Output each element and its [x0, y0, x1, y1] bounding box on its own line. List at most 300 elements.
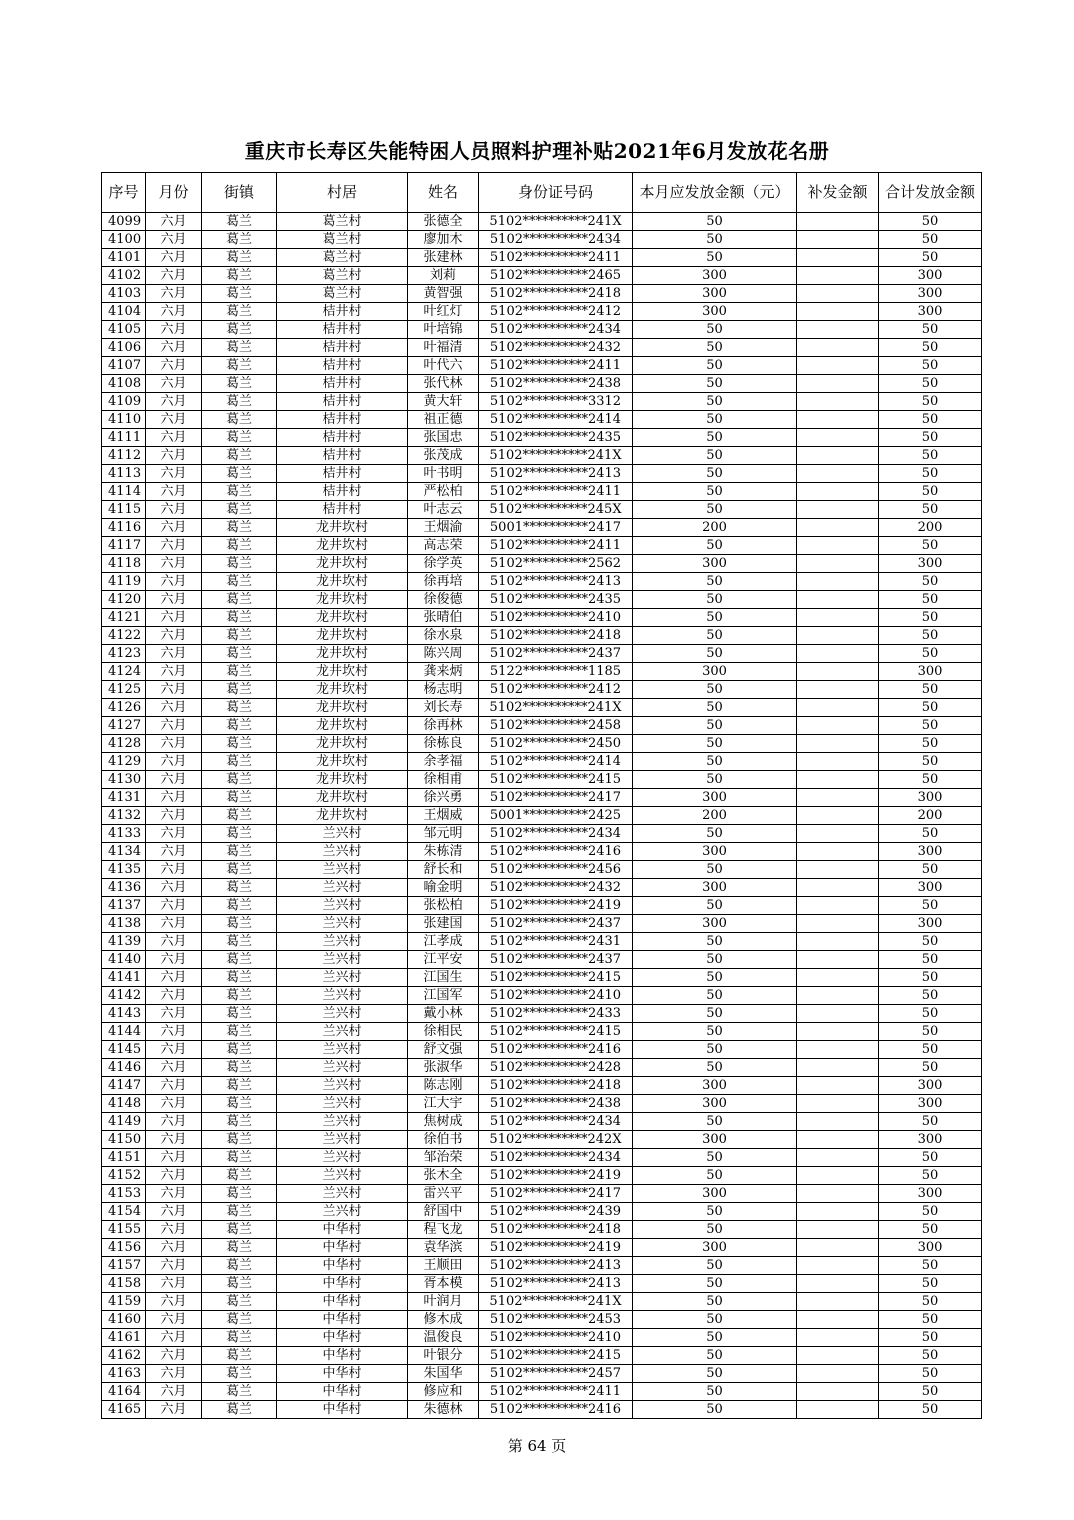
cell-name: 叶红灯 — [408, 303, 479, 321]
cell-month: 六月 — [146, 1113, 202, 1131]
cell-total-amount: 50 — [879, 717, 982, 735]
cell-supplement-amount — [797, 915, 879, 933]
cell-monthly-amount: 50 — [633, 1293, 797, 1311]
cell-total-amount: 50 — [879, 609, 982, 627]
cell-id-number: 5102**********2410 — [479, 1329, 633, 1347]
cell-id-number: 5001**********2417 — [479, 519, 633, 537]
cell-village: 中华村 — [277, 1383, 408, 1401]
cell-monthly-amount: 50 — [633, 987, 797, 1005]
col-header-index: 序号 — [102, 173, 146, 213]
cell-month: 六月 — [146, 1077, 202, 1095]
cell-village: 中华村 — [277, 1347, 408, 1365]
cell-name: 江孝成 — [408, 933, 479, 951]
cell-total-amount: 300 — [879, 1095, 982, 1113]
cell-supplement-amount — [797, 897, 879, 915]
cell-index: 4161 — [102, 1329, 146, 1347]
cell-village: 兰兴村 — [277, 843, 408, 861]
cell-index: 4126 — [102, 699, 146, 717]
cell-village: 兰兴村 — [277, 1041, 408, 1059]
cell-index: 4107 — [102, 357, 146, 375]
cell-id-number: 5102**********2437 — [479, 951, 633, 969]
table-row — [102, 393, 982, 411]
cell-town: 葛兰 — [202, 609, 277, 627]
cell-supplement-amount — [797, 1059, 879, 1077]
cell-month: 六月 — [146, 1383, 202, 1401]
cell-village: 兰兴村 — [277, 915, 408, 933]
cell-supplement-amount — [797, 1041, 879, 1059]
cell-supplement-amount — [797, 1365, 879, 1383]
cell-town: 葛兰 — [202, 357, 277, 375]
cell-supplement-amount — [797, 501, 879, 519]
cell-id-number: 5102**********2562 — [479, 555, 633, 573]
cell-monthly-amount: 50 — [633, 969, 797, 987]
cell-village: 桔井村 — [277, 411, 408, 429]
cell-total-amount: 50 — [879, 753, 982, 771]
cell-village: 葛兰村 — [277, 213, 408, 231]
cell-index: 4142 — [102, 987, 146, 1005]
cell-total-amount: 50 — [879, 897, 982, 915]
cell-name: 舒国中 — [408, 1203, 479, 1221]
cell-village: 中华村 — [277, 1239, 408, 1257]
cell-supplement-amount — [797, 267, 879, 285]
cell-town: 葛兰 — [202, 1041, 277, 1059]
cell-index: 4105 — [102, 321, 146, 339]
cell-supplement-amount — [797, 357, 879, 375]
cell-name: 张国忠 — [408, 429, 479, 447]
table-row — [102, 753, 982, 771]
cell-total-amount: 50 — [879, 339, 982, 357]
cell-name: 徐栋良 — [408, 735, 479, 753]
cell-village: 桔井村 — [277, 429, 408, 447]
cell-total-amount: 50 — [879, 1113, 982, 1131]
col-header-id-number: 身份证号码 — [479, 173, 633, 213]
cell-monthly-amount: 50 — [633, 1203, 797, 1221]
cell-name: 张代林 — [408, 375, 479, 393]
cell-id-number: 5102**********3312 — [479, 393, 633, 411]
table-row — [102, 699, 982, 717]
cell-id-number: 5102**********2465 — [479, 267, 633, 285]
cell-id-number: 5102**********2414 — [479, 753, 633, 771]
cell-month: 六月 — [146, 501, 202, 519]
cell-id-number: 5102**********241X — [479, 1293, 633, 1311]
cell-id-number: 5102**********241X — [479, 447, 633, 465]
cell-name: 徐相民 — [408, 1023, 479, 1041]
cell-id-number: 5102**********2434 — [479, 1149, 633, 1167]
cell-id-number: 5102**********2414 — [479, 411, 633, 429]
cell-town: 葛兰 — [202, 1131, 277, 1149]
cell-index: 4104 — [102, 303, 146, 321]
cell-supplement-amount — [797, 987, 879, 1005]
cell-town: 葛兰 — [202, 1329, 277, 1347]
cell-village: 葛兰村 — [277, 231, 408, 249]
table-row — [102, 1239, 982, 1257]
cell-id-number: 5102**********2418 — [479, 285, 633, 303]
cell-village: 兰兴村 — [277, 1131, 408, 1149]
cell-town: 葛兰 — [202, 969, 277, 987]
cell-id-number: 5102**********2413 — [479, 465, 633, 483]
cell-name: 舒文强 — [408, 1041, 479, 1059]
cell-monthly-amount: 300 — [633, 663, 797, 681]
cell-id-number: 5102**********2437 — [479, 645, 633, 663]
cell-total-amount: 50 — [879, 591, 982, 609]
cell-town: 葛兰 — [202, 753, 277, 771]
cell-month: 六月 — [146, 411, 202, 429]
cell-total-amount: 50 — [879, 1311, 982, 1329]
cell-id-number: 5102**********2435 — [479, 591, 633, 609]
cell-id-number: 5102**********2417 — [479, 789, 633, 807]
cell-total-amount: 50 — [879, 1005, 982, 1023]
cell-index: 4122 — [102, 627, 146, 645]
cell-name: 舒长和 — [408, 861, 479, 879]
cell-month: 六月 — [146, 267, 202, 285]
cell-index: 4148 — [102, 1095, 146, 1113]
table-row — [102, 483, 982, 501]
cell-monthly-amount: 50 — [633, 717, 797, 735]
cell-supplement-amount — [797, 771, 879, 789]
cell-index: 4163 — [102, 1365, 146, 1383]
cell-town: 葛兰 — [202, 1203, 277, 1221]
cell-total-amount: 50 — [879, 1041, 982, 1059]
cell-id-number: 5102**********241X — [479, 213, 633, 231]
cell-name: 刘莉 — [408, 267, 479, 285]
cell-village: 龙井坎村 — [277, 555, 408, 573]
table-row — [102, 1401, 982, 1419]
table-row — [102, 1095, 982, 1113]
cell-id-number: 5102**********2435 — [479, 429, 633, 447]
cell-month: 六月 — [146, 429, 202, 447]
cell-monthly-amount: 50 — [633, 1383, 797, 1401]
table-row — [102, 519, 982, 537]
cell-monthly-amount: 50 — [633, 681, 797, 699]
cell-monthly-amount: 300 — [633, 303, 797, 321]
cell-monthly-amount: 300 — [633, 915, 797, 933]
cell-name: 张松柏 — [408, 897, 479, 915]
cell-index: 4156 — [102, 1239, 146, 1257]
cell-name: 祖正德 — [408, 411, 479, 429]
cell-supplement-amount — [797, 1005, 879, 1023]
table-row — [102, 1167, 982, 1185]
cell-id-number: 5102**********2437 — [479, 915, 633, 933]
cell-index: 4146 — [102, 1059, 146, 1077]
table-row — [102, 555, 982, 573]
cell-id-number: 5102**********2417 — [479, 1185, 633, 1203]
cell-town: 葛兰 — [202, 933, 277, 951]
cell-total-amount: 50 — [879, 429, 982, 447]
cell-village: 兰兴村 — [277, 1077, 408, 1095]
cell-town: 葛兰 — [202, 987, 277, 1005]
table-row — [102, 447, 982, 465]
cell-town: 葛兰 — [202, 1077, 277, 1095]
cell-index: 4133 — [102, 825, 146, 843]
cell-monthly-amount: 300 — [633, 789, 797, 807]
cell-total-amount: 50 — [879, 1203, 982, 1221]
cell-total-amount: 300 — [879, 1077, 982, 1095]
table-row — [102, 1149, 982, 1167]
table-row — [102, 969, 982, 987]
cell-monthly-amount: 50 — [633, 699, 797, 717]
cell-village: 中华村 — [277, 1401, 408, 1419]
cell-name: 雷兴平 — [408, 1185, 479, 1203]
table-row — [102, 1041, 982, 1059]
cell-total-amount: 300 — [879, 789, 982, 807]
cell-monthly-amount: 300 — [633, 843, 797, 861]
cell-town: 葛兰 — [202, 591, 277, 609]
cell-town: 葛兰 — [202, 1401, 277, 1419]
cell-total-amount: 50 — [879, 483, 982, 501]
cell-supplement-amount — [797, 969, 879, 987]
cell-monthly-amount: 50 — [633, 1311, 797, 1329]
cell-monthly-amount: 50 — [633, 735, 797, 753]
cell-name: 张晴伯 — [408, 609, 479, 627]
table-row — [102, 1383, 982, 1401]
cell-index: 4153 — [102, 1185, 146, 1203]
cell-supplement-amount — [797, 321, 879, 339]
cell-total-amount: 300 — [879, 555, 982, 573]
cell-month: 六月 — [146, 1293, 202, 1311]
cell-supplement-amount — [797, 429, 879, 447]
cell-village: 兰兴村 — [277, 1005, 408, 1023]
cell-index: 4150 — [102, 1131, 146, 1149]
cell-town: 葛兰 — [202, 303, 277, 321]
cell-month: 六月 — [146, 645, 202, 663]
table-row — [102, 609, 982, 627]
cell-supplement-amount — [797, 1401, 879, 1419]
cell-total-amount: 300 — [879, 303, 982, 321]
cell-name: 张茂成 — [408, 447, 479, 465]
cell-village: 兰兴村 — [277, 1203, 408, 1221]
cell-id-number: 5102**********2433 — [479, 1005, 633, 1023]
cell-total-amount: 50 — [879, 1149, 982, 1167]
cell-village: 中华村 — [277, 1221, 408, 1239]
cell-monthly-amount: 50 — [633, 321, 797, 339]
cell-name: 叶润月 — [408, 1293, 479, 1311]
cell-index: 4132 — [102, 807, 146, 825]
cell-supplement-amount — [797, 447, 879, 465]
cell-supplement-amount — [797, 519, 879, 537]
cell-monthly-amount: 50 — [633, 825, 797, 843]
cell-id-number: 5102**********2419 — [479, 897, 633, 915]
cell-monthly-amount: 50 — [633, 1329, 797, 1347]
cell-town: 葛兰 — [202, 1239, 277, 1257]
cell-month: 六月 — [146, 1365, 202, 1383]
cell-index: 4136 — [102, 879, 146, 897]
cell-village: 桔井村 — [277, 447, 408, 465]
cell-index: 4140 — [102, 951, 146, 969]
cell-village: 桔井村 — [277, 357, 408, 375]
cell-village: 中华村 — [277, 1365, 408, 1383]
cell-index: 4125 — [102, 681, 146, 699]
cell-name: 张建国 — [408, 915, 479, 933]
cell-id-number: 5102**********2412 — [479, 303, 633, 321]
cell-total-amount: 50 — [879, 1329, 982, 1347]
table-row — [102, 1221, 982, 1239]
cell-month: 六月 — [146, 447, 202, 465]
cell-index: 4119 — [102, 573, 146, 591]
cell-village: 葛兰村 — [277, 267, 408, 285]
cell-town: 葛兰 — [202, 1185, 277, 1203]
cell-name: 龚来炳 — [408, 663, 479, 681]
cell-id-number: 5102**********2439 — [479, 1203, 633, 1221]
cell-id-number: 5102**********2457 — [479, 1365, 633, 1383]
cell-total-amount: 50 — [879, 681, 982, 699]
cell-name: 朱国华 — [408, 1365, 479, 1383]
cell-village: 龙井坎村 — [277, 735, 408, 753]
cell-town: 葛兰 — [202, 663, 277, 681]
cell-monthly-amount: 50 — [633, 501, 797, 519]
table-row — [102, 1059, 982, 1077]
cell-supplement-amount — [797, 861, 879, 879]
cell-total-amount: 50 — [879, 1221, 982, 1239]
cell-month: 六月 — [146, 609, 202, 627]
cell-index: 4141 — [102, 969, 146, 987]
cell-supplement-amount — [797, 483, 879, 501]
cell-name: 修木成 — [408, 1311, 479, 1329]
cell-supplement-amount — [797, 681, 879, 699]
cell-monthly-amount: 200 — [633, 519, 797, 537]
table-row — [102, 789, 982, 807]
cell-supplement-amount — [797, 1293, 879, 1311]
cell-monthly-amount: 300 — [633, 267, 797, 285]
cell-monthly-amount: 200 — [633, 807, 797, 825]
cell-month: 六月 — [146, 1167, 202, 1185]
cell-id-number: 5122**********1185 — [479, 663, 633, 681]
cell-name: 胥本模 — [408, 1275, 479, 1293]
cell-name: 刘长寿 — [408, 699, 479, 717]
cell-id-number: 5001**********2425 — [479, 807, 633, 825]
cell-supplement-amount — [797, 879, 879, 897]
cell-supplement-amount — [797, 231, 879, 249]
cell-village: 兰兴村 — [277, 951, 408, 969]
cell-month: 六月 — [146, 1131, 202, 1149]
col-header-name: 姓名 — [408, 173, 479, 213]
cell-month: 六月 — [146, 573, 202, 591]
cell-town: 葛兰 — [202, 1167, 277, 1185]
cell-town: 葛兰 — [202, 465, 277, 483]
cell-index: 4137 — [102, 897, 146, 915]
table-row — [102, 339, 982, 357]
cell-village: 龙井坎村 — [277, 681, 408, 699]
cell-supplement-amount — [797, 807, 879, 825]
cell-town: 葛兰 — [202, 645, 277, 663]
cell-month: 六月 — [146, 843, 202, 861]
cell-village: 桔井村 — [277, 321, 408, 339]
table-row — [102, 1023, 982, 1041]
table-row — [102, 213, 982, 231]
col-header-village: 村居 — [277, 173, 408, 213]
cell-village: 龙井坎村 — [277, 591, 408, 609]
cell-index: 4121 — [102, 609, 146, 627]
cell-village: 兰兴村 — [277, 969, 408, 987]
cell-supplement-amount — [797, 663, 879, 681]
cell-index: 4138 — [102, 915, 146, 933]
cell-id-number: 5102**********2411 — [479, 357, 633, 375]
cell-monthly-amount: 300 — [633, 285, 797, 303]
cell-town: 葛兰 — [202, 555, 277, 573]
col-header-month: 月份 — [146, 173, 202, 213]
cell-name: 王烟渝 — [408, 519, 479, 537]
cell-month: 六月 — [146, 951, 202, 969]
cell-month: 六月 — [146, 357, 202, 375]
cell-village: 兰兴村 — [277, 825, 408, 843]
table-row — [102, 1311, 982, 1329]
cell-village: 兰兴村 — [277, 987, 408, 1005]
cell-total-amount: 50 — [879, 249, 982, 267]
cell-town: 葛兰 — [202, 1095, 277, 1113]
cell-supplement-amount — [797, 753, 879, 771]
cell-village: 桔井村 — [277, 393, 408, 411]
table-row — [102, 1113, 982, 1131]
cell-town: 葛兰 — [202, 1059, 277, 1077]
cell-town: 葛兰 — [202, 393, 277, 411]
col-header-total-amount: 合计发放金额 — [879, 173, 982, 213]
cell-name: 徐水泉 — [408, 627, 479, 645]
cell-id-number: 5102**********2428 — [479, 1059, 633, 1077]
cell-month: 六月 — [146, 339, 202, 357]
cell-town: 葛兰 — [202, 897, 277, 915]
roster-body — [102, 213, 982, 1419]
cell-name: 王烟威 — [408, 807, 479, 825]
cell-id-number: 5102**********2412 — [479, 681, 633, 699]
cell-id-number: 5102**********2411 — [479, 249, 633, 267]
cell-town: 葛兰 — [202, 213, 277, 231]
cell-monthly-amount: 50 — [633, 591, 797, 609]
cell-month: 六月 — [146, 1221, 202, 1239]
cell-name: 邹治荣 — [408, 1149, 479, 1167]
cell-village: 龙井坎村 — [277, 537, 408, 555]
cell-supplement-amount — [797, 339, 879, 357]
cell-id-number: 5102**********2450 — [479, 735, 633, 753]
cell-total-amount: 300 — [879, 1185, 982, 1203]
cell-id-number: 5102**********2432 — [479, 339, 633, 357]
cell-index: 4120 — [102, 591, 146, 609]
table-row — [102, 1005, 982, 1023]
cell-village: 兰兴村 — [277, 1023, 408, 1041]
col-header-supplement-amount: 补发金额 — [797, 173, 879, 213]
cell-month: 六月 — [146, 663, 202, 681]
cell-supplement-amount — [797, 1347, 879, 1365]
header-row — [102, 173, 982, 213]
cell-village: 葛兰村 — [277, 285, 408, 303]
cell-id-number: 5102**********2411 — [479, 1383, 633, 1401]
cell-name: 徐兴勇 — [408, 789, 479, 807]
cell-total-amount: 200 — [879, 807, 982, 825]
table-row — [102, 1257, 982, 1275]
cell-month: 六月 — [146, 1185, 202, 1203]
cell-id-number: 5102**********2418 — [479, 627, 633, 645]
table-row — [102, 933, 982, 951]
cell-town: 葛兰 — [202, 843, 277, 861]
cell-month: 六月 — [146, 1059, 202, 1077]
cell-index: 4152 — [102, 1167, 146, 1185]
cell-total-amount: 300 — [879, 285, 982, 303]
cell-total-amount: 300 — [879, 267, 982, 285]
cell-town: 葛兰 — [202, 537, 277, 555]
cell-village: 龙井坎村 — [277, 771, 408, 789]
cell-supplement-amount — [797, 1221, 879, 1239]
cell-supplement-amount — [797, 1023, 879, 1041]
cell-id-number: 5102**********245X — [479, 501, 633, 519]
table-row — [102, 267, 982, 285]
cell-total-amount: 50 — [879, 1257, 982, 1275]
cell-id-number: 5102**********2415 — [479, 1347, 633, 1365]
cell-month: 六月 — [146, 969, 202, 987]
cell-monthly-amount: 50 — [633, 447, 797, 465]
cell-month: 六月 — [146, 699, 202, 717]
cell-town: 葛兰 — [202, 573, 277, 591]
cell-month: 六月 — [146, 213, 202, 231]
cell-town: 葛兰 — [202, 321, 277, 339]
cell-monthly-amount: 50 — [633, 375, 797, 393]
